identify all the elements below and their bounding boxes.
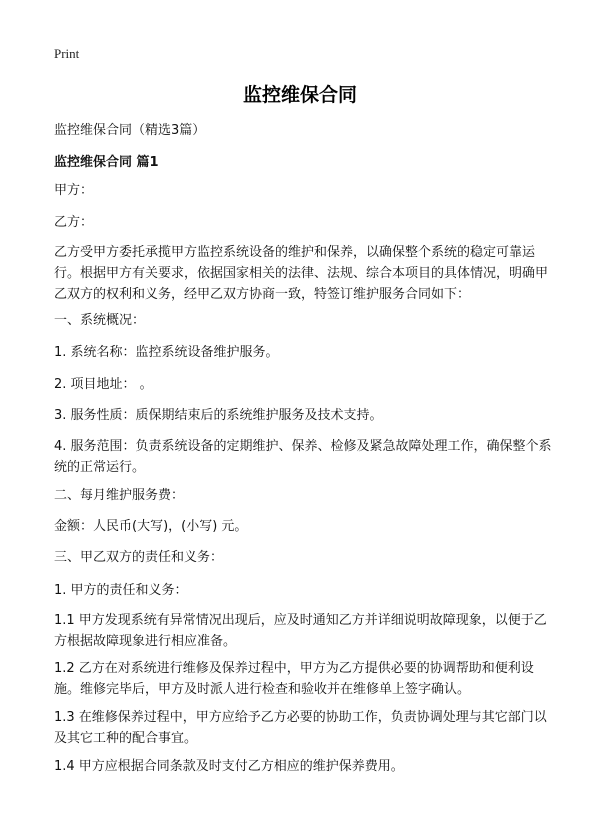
- page-title: 监控维保合同: [242, 84, 357, 106]
- party-a-responsibilities: 1. 甲方的责任和义务：: [54, 583, 188, 598]
- clause-1-4: 1.4 甲方应根据合同条款及时支付乙方相应的维护保养费用。: [54, 759, 404, 774]
- heading-responsibilities: 三、甲乙双方的责任和义务：: [54, 550, 224, 565]
- party-b-line: 乙方：: [54, 215, 94, 230]
- fee-amount-line: 金额：人民币(大写)，(小写) 元。: [54, 519, 248, 534]
- item-system-name: 1. 系统名称：监控系统设备维护服务。: [54, 345, 279, 360]
- document-subtitle: 监控维保合同（精选3篇）: [54, 123, 206, 138]
- party-a-line: 甲方：: [54, 183, 94, 198]
- item-project-address: 2. 项目地址： 。: [54, 377, 153, 392]
- section-heading: 监控维保合同 篇1: [54, 155, 159, 170]
- clause-1-3: 1.3 在维修保养过程中，甲方应给予乙方必要的协助工作，负责协调处理与其它部门以及其它工种的配合事宜。: [54, 710, 547, 746]
- item-service-scope: 4. 服务范围：负责系统设备的定期维护、保养、检修及紧急故障处理工作，确保整个系统的正常运行。: [54, 439, 552, 475]
- heading-monthly-fee: 二、每月维护服务费：: [54, 488, 185, 503]
- intro-paragraph: 乙方受甲方委托承揽甲方监控系统设备的维护和保养，以确保整个系统的稳定可靠运行。根据甲方有关要求，依据国家相关的法律、法规、综合本项目的具体情况，明确甲乙双方的权利和义务，经甲乙双方协商一致，特签订维护服务合同如下：: [54, 245, 549, 302]
- heading-system-overview: 一、系统概况：: [54, 313, 146, 328]
- clause-1-1: 1.1 甲方发现系统有异常情况出现后，应及时通知乙方并详细说明故障现象，以便于乙方根据故障现象进行相应准备。: [54, 613, 547, 649]
- clause-1-2: 1.2 乙方在对系统进行维修及保养过程中，甲方为乙方提供必要的协调帮助和便利设施。维修完毕后，甲方及时派人进行检查和验收并在维修单上签字确认。: [54, 661, 534, 697]
- item-service-nature: 3. 服务性质：质保期结束后的系统维护服务及技术支持。: [54, 408, 383, 423]
- print-link[interactable]: Print: [54, 46, 80, 61]
